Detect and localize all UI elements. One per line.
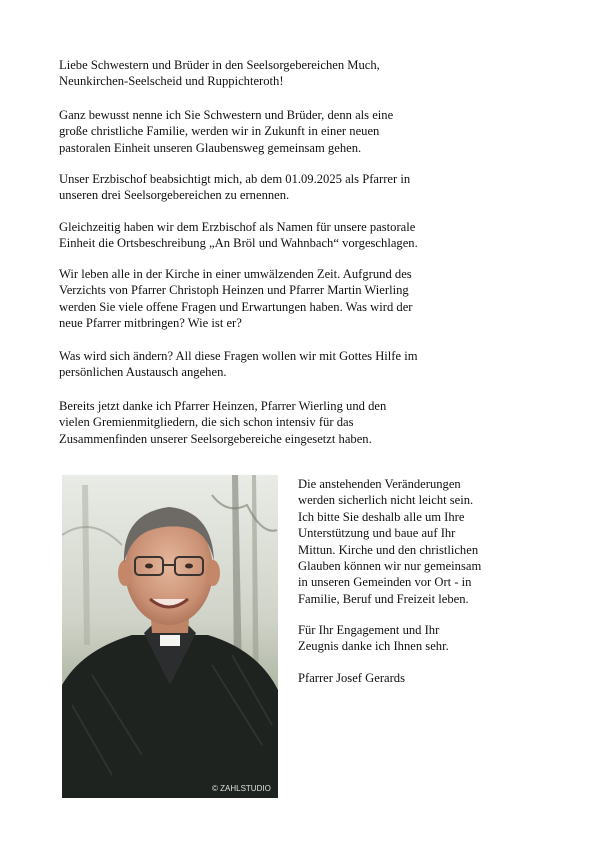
paragraph-family [59, 107, 539, 156]
signature-name: Pfarrer Josef Gerards [298, 671, 405, 685]
text-line: Einheit die Ortsbeschreibung „An Bröl und Wahnbach“ vorgeschlagen. [59, 236, 418, 251]
text-line: Unterstützung und baue auf Ihr [298, 526, 456, 541]
text-line: Neunkirchen-Seelscheid und Ruppichteroth! [59, 74, 284, 89]
text-line: unseren drei Seelsorgebereichen zu ernennen. [59, 188, 290, 203]
text-line: Die anstehenden Veränderungen [298, 477, 461, 491]
text-line: Wir leben alle in der Kirche in einer umwälzenden Zeit. Aufgrund des [59, 267, 412, 281]
text-line: werden Sie viele offene Fragen und Erwartungen haben. Was wird der [59, 299, 413, 314]
text-line: Gleichzeitig haben wir dem Erzbischof als Namen für unsere pastorale [59, 220, 416, 234]
closing-paragraph [298, 476, 548, 607]
text-line: pastoralen Einheit unseren Glaubensweg gemeinsam gehen. [59, 140, 362, 155]
text-line: Verzichts von Pfarrer Christoph Heinzen und Pfarrer Martin Wierling [59, 283, 409, 298]
text-line: persönlichen Austausch angehen. [59, 365, 227, 380]
text-line: in unseren Gemeinden vor Ort - in [298, 575, 472, 590]
text-line: Familie, Beruf und Freizeit leben. [298, 591, 469, 606]
paragraph-questions [59, 348, 539, 381]
text-line: Mittun. Kirche und den christlichen [298, 542, 479, 557]
text-line: Glauben können wir nur gemeinsam [298, 559, 482, 574]
text-line: Bereits jetzt danke ich Pfarrer Heinzen, Pfarrer Wierling und den [59, 399, 387, 413]
portrait-photo [62, 475, 278, 798]
text-line: Ich bitte Sie deshalb alle um Ihre [298, 509, 465, 524]
paragraph-name [59, 219, 539, 252]
thanks-paragraph [298, 622, 548, 655]
text-line: Zeugnis danke ich Ihnen sehr. [298, 639, 449, 654]
text-line: Ganz bewusst nenne ich Sie Schwestern und Brüder, denn als eine [59, 108, 394, 122]
text-line: neue Pfarrer mitbringen? Wie ist er? [59, 316, 242, 331]
text-line: Was wird sich ändern? All diese Fragen wollen wir mit Gottes Hilfe im [59, 349, 418, 363]
svg-text:© ZAHLSTUDIO: © ZAHLSTUDIO [212, 784, 271, 793]
text-line: Liebe Schwestern und Brüder in den Seelsorgebereichen Much, [59, 58, 380, 72]
text-line: Zusammenfinden unserer Seelsorgebereiche eingesetzt haben. [59, 431, 372, 446]
paragraph-thanks [59, 398, 539, 447]
signature [298, 670, 548, 686]
text-line: große christliche Familie, werden wir in Zukunft in einer neuen [59, 124, 380, 139]
text-line: Für Ihr Engagement und Ihr [298, 623, 440, 637]
paragraph-change [59, 266, 539, 332]
text-line: vielen Gremienmitgliedern, die sich schon intensiv für das [59, 415, 354, 430]
paragraph-appointment [59, 171, 539, 204]
text-line: Unser Erzbischof beabsichtigt mich, ab dem 01.09.2025 als Pfarrer in [59, 172, 411, 186]
text-line: werden sicherlich nicht leicht sein. [298, 493, 474, 508]
greeting-paragraph [59, 57, 539, 90]
